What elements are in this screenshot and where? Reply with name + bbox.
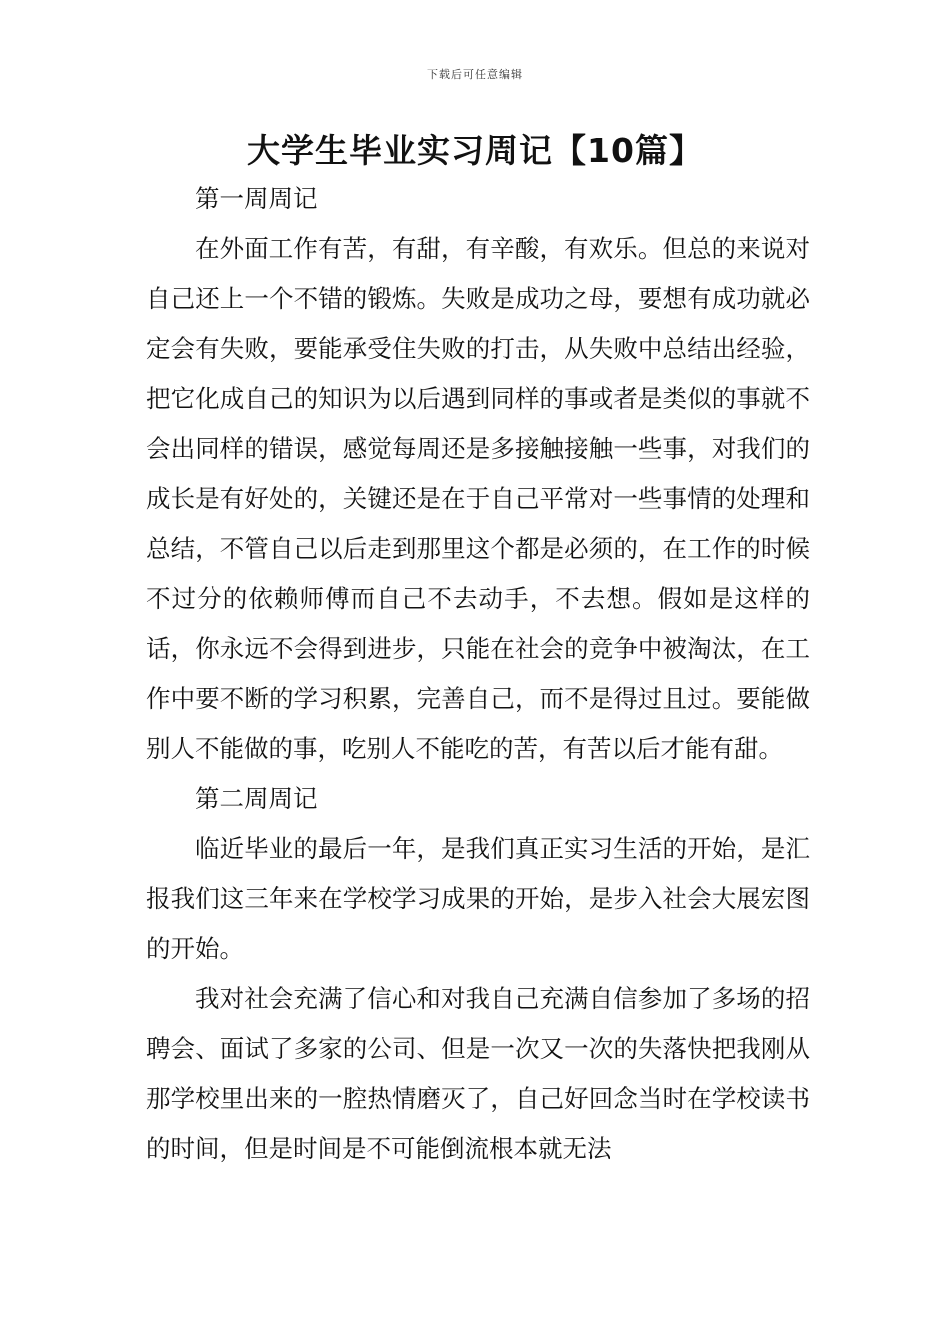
document-body <box>146 174 810 1174</box>
section-heading-week-2: 第二周周记 <box>195 784 318 813</box>
header-note: 下载后可任意编辑 <box>427 68 523 81</box>
section-heading-week-1: 第一周周记 <box>195 184 318 213</box>
paragraph: 我对社会充满了信心和对我自己充满自信参加了多场的招聘会、面试了多家的公司、但是一次又一次的失落快把我刚从那学校里出来的一腔热情磨灭了，自己好回念当时在学校读书的时间，但是时间是不可能倒流根本就无法 <box>146 984 810 1163</box>
paragraph: 在外面工作有苦，有甜，有辛酸，有欢乐。但总的来说对自己还上一个不错的锻炼。失败是成功之母，要想有成功就必定会有失败，要能承受住失败的打击，从失败中总结出经验，把它化成自己的知识为以后遇到同样的事或者是类似的事就不会出同样的错误，感觉每周还是多接触接触一些事，对我们的成长是有好处的，关键还是在于自己平常对一些事情的处理和总结，不管自己以后走到那里这个都是必须的，在工作的时候不过分的依赖师傅而自己不去动手，不去想。假如是这样的话，你永远不会得到进步，只能在社会的竞争中被淘汰，在工作中要不断的学习积累，完善自己，而不是得过且过。要能做别人不能做的事，吃别人不能吃的苦，有苦以后才能有甜。 <box>146 234 810 763</box>
paragraph: 临近毕业的最后一年，是我们真正实习生活的开始，是汇报我们这三年来在学校学习成果的开始，是步入社会大展宏图的开始。 <box>146 834 810 963</box>
document-title: 大学生毕业实习周记【10篇】 <box>247 131 703 170</box>
